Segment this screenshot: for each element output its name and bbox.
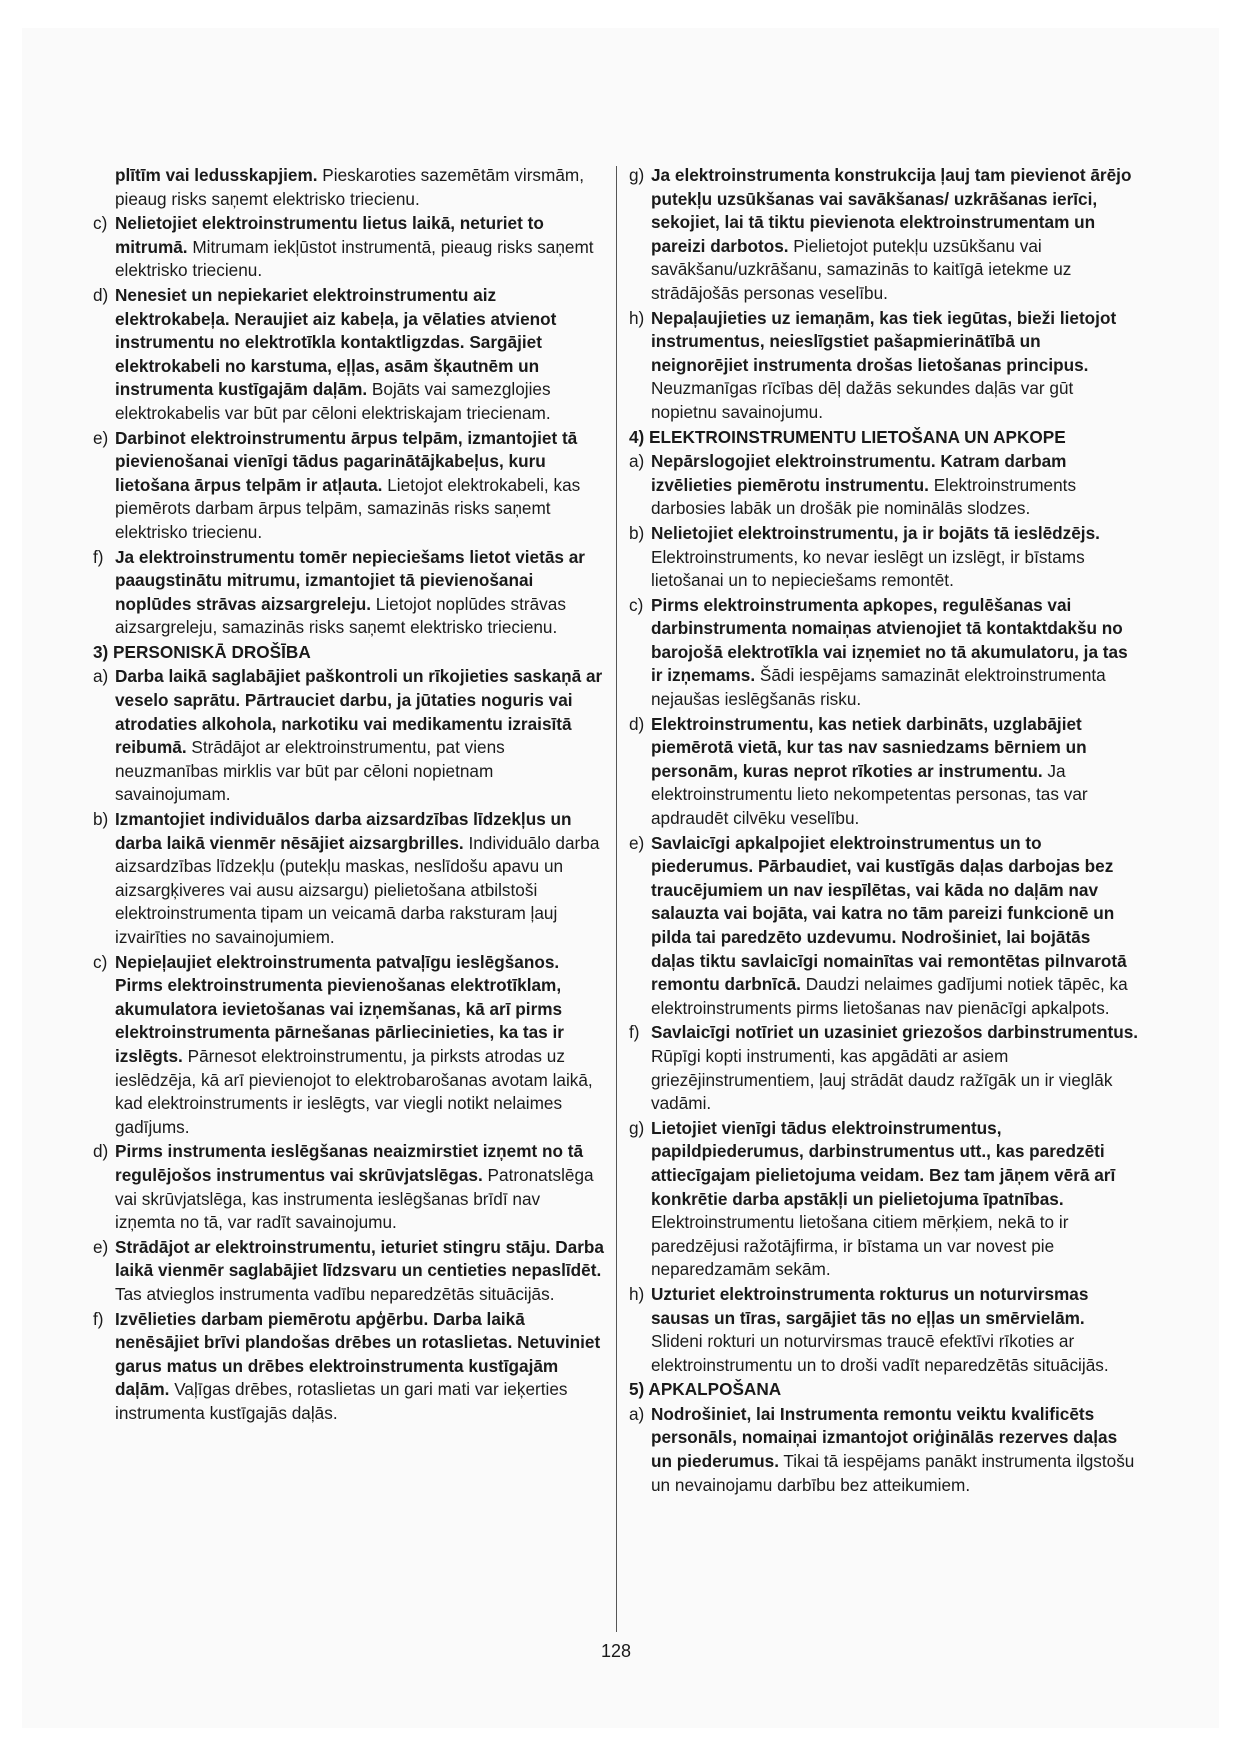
item-bold-text: Darba laikā saglabājiet paškontroli un rīkojieties saskaņā ar veselo saprātu. Pārtrauciet darbu, ja jūtaties noguris vai atrodaties alkohola, narkotiku vai medikamentu izraisītā reibumā. — [115, 666, 603, 758]
item-bold-text: plītīm vai ledusskapjiem. — [115, 165, 318, 185]
section-heading: 3) PERSONISKĀ DROŠĪBA — [93, 641, 311, 662]
item-bold-text: Pirms instrumenta ieslēgšanas neaizmirstiet izņemt no tā regulējošos instrumentus vai skrūvjatslēgas. — [115, 1141, 584, 1185]
item-text: Mitrumam iekļūstot instrumentā, pieaug risks saņemt elektrisko triecienu. — [115, 236, 594, 281]
item-text: Ja elektroinstrumentu lieto nekompetentas personas, tas var apdraudēt cilvēku veselību. — [651, 760, 1088, 829]
item-label: c) — [93, 951, 108, 972]
item-bold-text: Uzturiet elektroinstrumenta rokturus un noturvirsmas sausas un tīras, sargājiet tās no eļļas un smērvielām. — [651, 1283, 1089, 1328]
item-bold-text: Ja elektroinstrumenta konstrukcija ļauj tam pievienot ārējo putekļu uzsūkšanas vai savākšanas/ uzkrāšanas ierīci, sekojiet, lai tā tiktu pievienota elektroinstrumentam un pareizi darbotos. — [651, 165, 1132, 256]
list-item — [93, 212, 605, 283]
item-label: f) — [93, 1308, 104, 1329]
item-label: c) — [93, 213, 108, 234]
item-label: f) — [93, 546, 104, 567]
item-text: Pieskaroties sazemētām virsmām, pieaug risks saņemt elektrisko triecienu. — [115, 165, 584, 209]
list-item — [629, 307, 1139, 425]
list-item — [93, 164, 605, 211]
list-item — [629, 832, 1139, 1021]
item-bold-text: Nodrošiniet, lai Instrumenta remontu veiktu kvalificēts personāls, nomaiņai izmantojot oriģinālās rezerves daļas un piederumus. — [651, 1403, 1118, 1472]
item-bold-text: Izvēlieties darbam piemērotu apģērbu. Darba laikā nenēsājiet brīvi plandošas drēbes un rotaslietas. Netuviniet garus matus un drēbes elektroinstrumenta kustīgajām daļām. — [115, 1308, 601, 1400]
item-text: Pārnesot elektroinstrumentu, ja pirksts atrodas uz ieslēdzēja, kā arī pievienojot to elektrobarošanas avotam laikā, kad elektroinstruments ir ieslēgts, var viegli notikt nelaimes gadījums. — [115, 1045, 593, 1137]
item-label: e) — [629, 832, 645, 853]
item-label: a) — [629, 451, 645, 472]
list-item — [93, 284, 605, 426]
item-text: Elektroinstruments, ko nevar ieslēgt un izslēgt, ir bīstams lietošanai un to nepieciešams remontēt. — [651, 546, 1085, 591]
right-column — [629, 164, 1139, 1498]
list-item — [629, 522, 1139, 593]
left-column — [93, 164, 605, 1426]
item-bold-text: Savlaicīgi apkalpojiet elektroinstrumentus un to piederumus. Pārbaudiet, vai kustīgās daļas darbojas bez traucējumiem un nav iespīlētas, vai kāda no daļām nav salauzta vai bojāta, vai katra no tām pareizi funkcionē un pilda tai paredzēto uzdevumu. Nodrošiniet, lai bojātās daļas tiktu savlaicīgi nomainītas vai remontētas pilnvarotā remontu darbnīcā. — [651, 832, 1127, 995]
item-label: a) — [93, 666, 109, 687]
item-bold-text: Savlaicīgi notīriet un uzasiniet griezošos darbinstrumentus. — [651, 1022, 1139, 1043]
item-label: c) — [629, 594, 644, 615]
item-label: f) — [629, 1022, 640, 1043]
item-text: Tas atvieglos instrumenta vadību neparedzētās situācijās. — [115, 1283, 555, 1304]
item-bold-text: Darbinot elektroinstrumentu ārpus telpām, izmantojiet tā pievienošanai vienīgi tādus pagarinātājkabeļus, kuru lietošana ārpus telpām ir atļauta. — [115, 427, 578, 495]
item-text: Lietojot elektrokabeli, kas piemērots darbam ārpus telpām, samazinās risks saņemt elektrisko triecienu. — [115, 474, 581, 542]
item-bold-text: Nelietojiet elektroinstrumentu lietus laikā, neturiet to mitrumā. — [115, 213, 544, 257]
list-item — [629, 450, 1139, 521]
page-number: 128 — [600, 1641, 632, 1661]
item-label: b) — [93, 809, 109, 830]
item-label: b) — [629, 522, 645, 543]
item-text: Elektroinstruments darbosies labāk un drošāk pie nominālās slodzes. — [651, 474, 1077, 519]
list-item — [93, 427, 605, 545]
item-text: Neuzmanīgas rīcības dēļ dažās sekundes daļās var gūt nopietnu savainojumu. — [651, 378, 1074, 422]
item-bold-text: Pirms elektroinstrumenta apkopes, regulēšanas vai darbinstrumenta nomaiņas atvienojiet tā kontaktdakšu no barojošā elektrotīkla vai izņemiet no tā akumulatoru, ja tas ir izņemams. — [651, 594, 1128, 686]
item-bold-text: Nelietojiet elektroinstrumentu, ja ir bojāts tā ieslēdzējs. — [651, 522, 1100, 543]
list-item — [629, 594, 1139, 712]
item-bold-text: Nenesiet un nepiekariet elektroinstrumentu aiz elektrokabeļa. Neraujiet aiz kabeļa, ja vēlaties atvienot instrumentu no elektrotīkla kontaktligzdas. Sargājiet elektrokabeli no karstuma, eļļas, asām šķautnēm un instrumenta kustīgajām daļām. — [115, 284, 557, 400]
list-item — [629, 1021, 1139, 1115]
item-label: g) — [629, 1117, 645, 1138]
list-item — [93, 546, 605, 640]
list-item — [629, 1403, 1139, 1497]
item-label: h) — [629, 307, 645, 328]
list-item — [93, 665, 605, 807]
item-bold-text: Ja elektroinstrumentu tomēr nepieciešams lietot vietās ar paaugstinātu mitrumu, izmantojiet tā pievienošanai noplūdes strāvas aizsargreleju. — [115, 546, 585, 614]
item-text: Šādi iespējams samazināt elektroinstrumenta nejaušas ieslēgšanās risku. — [651, 665, 1106, 710]
item-label: e) — [93, 427, 109, 448]
item-bold-text: Nepārslogojiet elektroinstrumentu. Katram darbam izvēlieties piemērotu instrumentu. — [651, 451, 1067, 495]
item-bold-text: Izmantojiet individuālos darba aizsardzības līdzekļus un darba laikā vienmēr nēsājiet aizsargbrilles. — [115, 809, 572, 853]
list-item — [93, 1308, 605, 1426]
list-item — [93, 808, 605, 950]
item-label: a) — [629, 1403, 645, 1424]
item-text: Elektroinstrumentu lietošana citiem mērķiem, nekā to ir paredzējusi ražotājfirma, ir bīstama un var novest pie neparedzamām sekām. — [651, 1212, 1069, 1280]
list-item — [629, 1117, 1139, 1282]
item-text: Lietojot noplūdes strāvas aizsargreleju, samazinās risks saņemt elektrisko triecienu. — [115, 593, 566, 638]
item-label: d) — [93, 1141, 109, 1162]
item-bold-text: Strādājot ar elektroinstrumentu, ieturiet stingru stāju. Darba laikā vienmēr saglabājiet līdzsvaru un centieties nepaslīdēt. — [115, 1236, 604, 1281]
list-item — [629, 164, 1139, 306]
list-item — [93, 1236, 605, 1307]
list-item — [93, 951, 605, 1140]
item-bold-text: Lietojiet vienīgi tādus elektroinstrumentus, papildpiederumus, darbinstrumentus utt., kas paredzēti attiecīgajam pielietojuma veidam. Bez tam jāņem vērā arī konkrētie darba apstākļi un pielietojuma īpatnības. — [651, 1117, 1116, 1209]
item-bold-text: Nepaļaujieties uz iemaņām, kas tiek iegūtas, bieži lietojot instrumentus, neieslīgstiet pašapmierinātībā un neignorējiet instrumenta drošas lietošanas principus. — [651, 307, 1117, 375]
item-text: Individuālo darba aizsardzības līdzekļu (putekļu maskas, neslīdošu apavu un aizsargķiveres vai ausu aizsargu) pielietošana atbilstoši elektroinstrumenta tipam un veicamā darba raksturam ļauj izvairīties no savainojumiem. — [115, 832, 600, 947]
item-text: Tikai tā iespējams panākt instrumenta ilgstošu un nevainojamu darbību bez atteikumiem. — [651, 1451, 1135, 1495]
item-label: e) — [93, 1236, 109, 1257]
item-label: h) — [629, 1283, 645, 1304]
item-text: Patronatslēga vai skrūvjatslēga, kas instrumenta ieslēgšanas brīdī nav izņemta no tā, var radīt savainojumu. — [115, 1164, 594, 1233]
item-text: Rūpīgi kopti instrumenti, kas apgādāti ar asiem griezējinstrumentiem, ļauj strādāt daudz ražīgāk un ir vieglāk vadāmi. — [651, 1045, 1113, 1114]
list-item — [629, 713, 1139, 831]
item-label: g) — [629, 165, 645, 185]
item-text: Vaļīgas drēbes, rotaslietas un gari mati var ieķerties instrumenta kustīgajās daļās. — [115, 1379, 568, 1423]
item-text: Bojāts vai samezglojies elektrokabelis var būt par cēloni elektriskajam triecienam. — [115, 379, 551, 423]
section-heading: 4) ELEKTROINSTRUMENTU LIETOŠANA UN APKOPE — [629, 426, 1066, 447]
section-heading: 5) APKALPOŠANA — [629, 1379, 782, 1400]
item-label: d) — [629, 713, 645, 734]
list-item — [93, 1140, 605, 1234]
column-divider — [616, 166, 617, 1632]
item-label: d) — [93, 284, 109, 305]
item-text: Daudzi nelaimes gadījumi notiek tāpēc, ka elektroinstruments pirms lietošanas nav pienācīgi apkalpots. — [651, 974, 1128, 1018]
item-text: Strādājot ar elektroinstrumentu, pat viens neuzmanības mirklis var būt par cēloni nopietnam savainojumam. — [115, 737, 505, 805]
item-text: Pielietojot putekļu uzsūkšanu vai savākšanu/uzkrāšanu, samazinās to kaitīgā ietekme uz strādājošās personas veselību. — [651, 235, 1072, 303]
list-item — [629, 1283, 1139, 1377]
item-bold-text: Nepieļaujiet elektroinstrumenta patvaļīgu ieslēgšanos. Pirms elektroinstrumenta pievienošanas elektrotīklam, akumulatora ievietošanas vai izņemšanas, kā arī pirms elektroinstrumenta pārnešanas pārliecinieties, ka tas ir izslēgts. — [115, 951, 564, 1066]
item-bold-text: Elektroinstrumentu, kas netiek darbināts, uzglabājiet piemērotā vietā, kur tas nav sasniedzams bērniem un personām, kuras neprot rīkoties ar instrumentu. — [651, 713, 1087, 781]
item-text: Slideni rokturi un noturvirsmas traucē efektīvi rīkoties ar elektroinstrumentu un to droši vadīt neparedzētās situācijās. — [651, 1331, 1109, 1375]
